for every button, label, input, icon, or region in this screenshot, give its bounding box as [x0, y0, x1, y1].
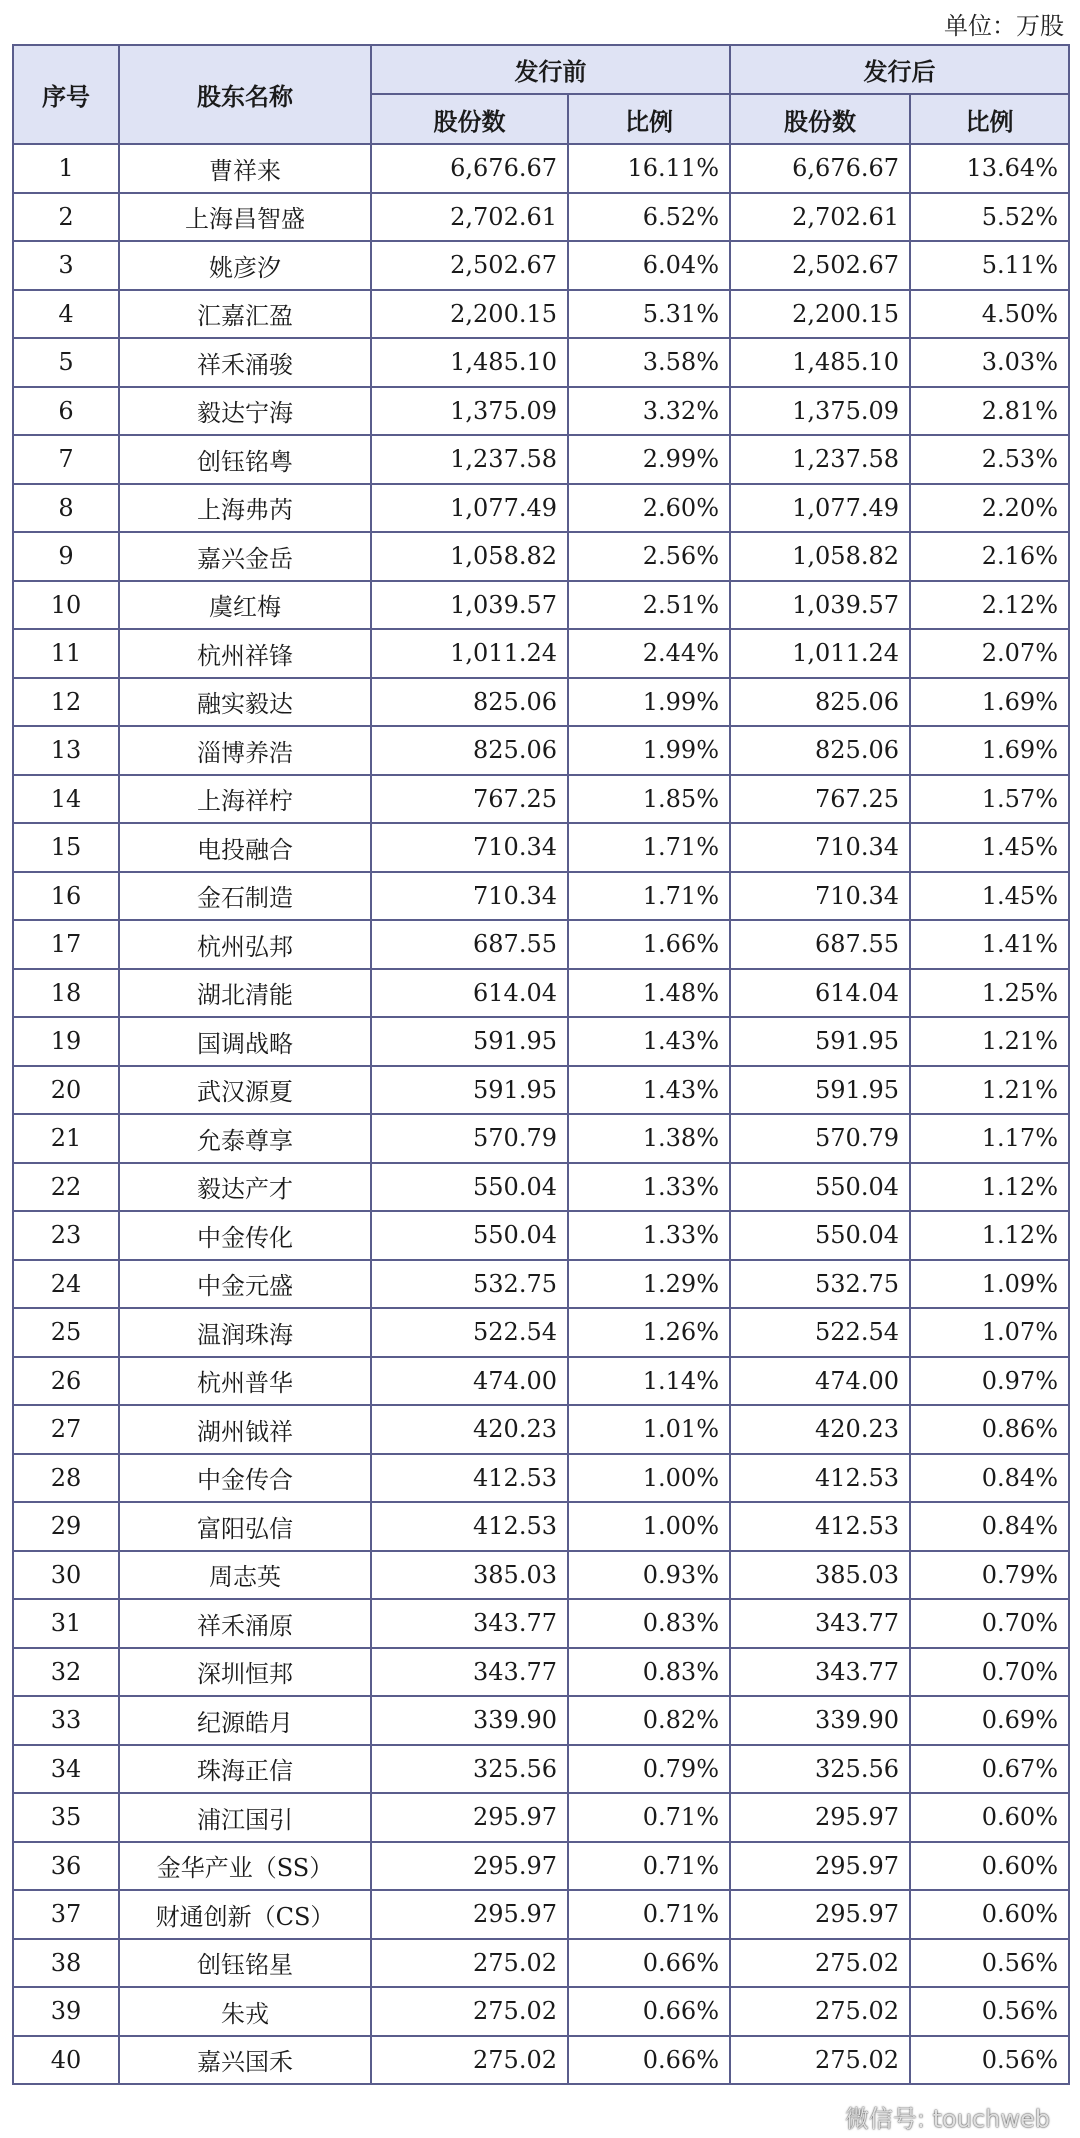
cell-before-ratio: 16.11% — [568, 144, 730, 193]
cell-after-shares: 522.54 — [730, 1308, 910, 1357]
cell-shareholder-name: 毅达产才 — [119, 1163, 371, 1212]
cell-after-shares: 339.90 — [730, 1696, 910, 1745]
cell-before-shares: 591.95 — [371, 1066, 568, 1115]
table-row — [13, 1890, 1069, 1939]
cell-before-ratio: 1.99% — [568, 678, 730, 727]
table-row — [13, 1842, 1069, 1891]
cell-before-ratio: 1.01% — [568, 1405, 730, 1454]
cell-after-ratio: 0.70% — [910, 1599, 1069, 1648]
header-before-issue: 发行前 — [371, 45, 730, 94]
cell-before-shares: 1,039.57 — [371, 581, 568, 630]
cell-before-shares: 275.02 — [371, 1987, 568, 2036]
wechat-icon — [809, 2104, 839, 2130]
table-row — [13, 1163, 1069, 1212]
header-before-ratio: 比例 — [568, 94, 730, 144]
cell-before-shares: 385.03 — [371, 1551, 568, 1600]
cell-after-shares: 275.02 — [730, 1939, 910, 1988]
cell-before-shares: 343.77 — [371, 1648, 568, 1697]
cell-shareholder-name: 杭州普华 — [119, 1357, 371, 1406]
cell-after-ratio: 1.57% — [910, 775, 1069, 824]
cell-shareholder-name: 金石制造 — [119, 872, 371, 921]
cell-shareholder-name: 浦江国引 — [119, 1793, 371, 1842]
cell-after-ratio: 2.16% — [910, 532, 1069, 581]
cell-before-ratio: 1.00% — [568, 1502, 730, 1551]
table-row — [13, 1066, 1069, 1115]
cell-before-ratio: 3.32% — [568, 387, 730, 436]
cell-seq: 22 — [13, 1163, 119, 1212]
cell-shareholder-name: 湖北清能 — [119, 969, 371, 1018]
cell-seq: 34 — [13, 1745, 119, 1794]
header-name: 股东名称 — [119, 45, 371, 144]
table-row — [13, 872, 1069, 921]
table-row — [13, 1017, 1069, 1066]
cell-before-shares: 825.06 — [371, 678, 568, 727]
cell-after-shares: 343.77 — [730, 1599, 910, 1648]
cell-before-shares: 767.25 — [371, 775, 568, 824]
cell-after-ratio: 1.41% — [910, 920, 1069, 969]
header-after-issue: 发行后 — [730, 45, 1069, 94]
table-row — [13, 581, 1069, 630]
cell-shareholder-name: 温润珠海 — [119, 1308, 371, 1357]
cell-seq: 12 — [13, 678, 119, 727]
cell-after-shares: 710.34 — [730, 872, 910, 921]
table-row — [13, 1502, 1069, 1551]
cell-before-shares: 1,485.10 — [371, 338, 568, 387]
cell-after-shares: 687.55 — [730, 920, 910, 969]
cell-after-ratio: 0.67% — [910, 1745, 1069, 1794]
cell-after-shares: 412.53 — [730, 1502, 910, 1551]
table-row — [13, 532, 1069, 581]
cell-seq: 4 — [13, 290, 119, 339]
cell-before-shares: 1,077.49 — [371, 484, 568, 533]
cell-seq: 6 — [13, 387, 119, 436]
cell-after-shares: 1,039.57 — [730, 581, 910, 630]
cell-before-shares: 550.04 — [371, 1211, 568, 1260]
cell-after-shares: 825.06 — [730, 678, 910, 727]
cell-before-ratio: 2.51% — [568, 581, 730, 630]
watermark — [809, 2099, 1050, 2134]
cell-after-ratio: 0.69% — [910, 1696, 1069, 1745]
cell-after-ratio: 5.52% — [910, 193, 1069, 242]
table-row — [13, 1939, 1069, 1988]
cell-seq: 13 — [13, 726, 119, 775]
cell-shareholder-name: 祥禾涌骏 — [119, 338, 371, 387]
table-row — [13, 484, 1069, 533]
cell-shareholder-name: 杭州弘邦 — [119, 920, 371, 969]
cell-before-ratio: 0.83% — [568, 1599, 730, 1648]
cell-after-ratio: 0.70% — [910, 1648, 1069, 1697]
cell-shareholder-name: 电投融合 — [119, 823, 371, 872]
cell-seq: 37 — [13, 1890, 119, 1939]
cell-before-shares: 6,676.67 — [371, 144, 568, 193]
cell-seq: 5 — [13, 338, 119, 387]
table-header — [13, 45, 1069, 144]
cell-before-ratio: 1.14% — [568, 1357, 730, 1406]
cell-before-ratio: 1.00% — [568, 1454, 730, 1503]
cell-after-ratio: 2.07% — [910, 629, 1069, 678]
cell-seq: 15 — [13, 823, 119, 872]
table-row — [13, 1987, 1069, 2036]
cell-after-shares: 2,200.15 — [730, 290, 910, 339]
cell-seq: 3 — [13, 241, 119, 290]
cell-after-ratio: 3.03% — [910, 338, 1069, 387]
cell-shareholder-name: 淄博养浩 — [119, 726, 371, 775]
table-row — [13, 144, 1069, 193]
cell-shareholder-name: 朱戎 — [119, 1987, 371, 2036]
cell-seq: 30 — [13, 1551, 119, 1600]
table-row — [13, 1454, 1069, 1503]
cell-before-ratio: 0.71% — [568, 1890, 730, 1939]
cell-before-shares: 532.75 — [371, 1260, 568, 1309]
table-row — [13, 241, 1069, 290]
table-row — [13, 969, 1069, 1018]
cell-shareholder-name: 曹祥来 — [119, 144, 371, 193]
cell-shareholder-name: 财通创新（CS） — [119, 1890, 371, 1939]
cell-after-ratio: 13.64% — [910, 144, 1069, 193]
cell-seq: 21 — [13, 1114, 119, 1163]
cell-after-shares: 570.79 — [730, 1114, 910, 1163]
cell-seq: 38 — [13, 1939, 119, 1988]
cell-before-shares: 825.06 — [371, 726, 568, 775]
shareholder-table — [12, 44, 1070, 2085]
table-row — [13, 1260, 1069, 1309]
cell-after-shares: 532.75 — [730, 1260, 910, 1309]
cell-seq: 33 — [13, 1696, 119, 1745]
cell-after-shares: 1,077.49 — [730, 484, 910, 533]
cell-before-ratio: 0.82% — [568, 1696, 730, 1745]
cell-after-shares: 550.04 — [730, 1211, 910, 1260]
cell-after-shares: 591.95 — [730, 1017, 910, 1066]
table-row — [13, 435, 1069, 484]
cell-before-shares: 570.79 — [371, 1114, 568, 1163]
cell-seq: 40 — [13, 2036, 119, 2085]
cell-shareholder-name: 中金元盛 — [119, 1260, 371, 1309]
cell-seq: 9 — [13, 532, 119, 581]
cell-after-ratio: 1.17% — [910, 1114, 1069, 1163]
cell-after-ratio: 1.45% — [910, 872, 1069, 921]
cell-shareholder-name: 富阳弘信 — [119, 1502, 371, 1551]
cell-before-shares: 474.00 — [371, 1357, 568, 1406]
cell-shareholder-name: 纪源皓月 — [119, 1696, 371, 1745]
cell-before-shares: 687.55 — [371, 920, 568, 969]
table-row — [13, 2036, 1069, 2085]
cell-after-shares: 1,058.82 — [730, 532, 910, 581]
cell-seq: 2 — [13, 193, 119, 242]
cell-before-ratio: 0.79% — [568, 1745, 730, 1794]
cell-shareholder-name: 湖州钺祥 — [119, 1405, 371, 1454]
cell-seq: 39 — [13, 1987, 119, 2036]
cell-shareholder-name: 周志英 — [119, 1551, 371, 1600]
cell-before-shares: 275.02 — [371, 2036, 568, 2085]
cell-after-ratio: 1.21% — [910, 1066, 1069, 1115]
table-row — [13, 1696, 1069, 1745]
cell-seq: 31 — [13, 1599, 119, 1648]
table-row — [13, 1745, 1069, 1794]
cell-after-shares: 614.04 — [730, 969, 910, 1018]
cell-shareholder-name: 汇嘉汇盈 — [119, 290, 371, 339]
table-row — [13, 920, 1069, 969]
cell-before-ratio: 2.44% — [568, 629, 730, 678]
table-row — [13, 629, 1069, 678]
cell-after-ratio: 1.12% — [910, 1211, 1069, 1260]
cell-shareholder-name: 武汉源夏 — [119, 1066, 371, 1115]
cell-shareholder-name: 上海弗芮 — [119, 484, 371, 533]
cell-before-shares: 614.04 — [371, 969, 568, 1018]
cell-after-ratio: 1.09% — [910, 1260, 1069, 1309]
cell-before-ratio: 1.33% — [568, 1163, 730, 1212]
cell-before-ratio: 1.85% — [568, 775, 730, 824]
cell-before-shares: 295.97 — [371, 1793, 568, 1842]
cell-before-ratio: 1.71% — [568, 872, 730, 921]
table-row — [13, 726, 1069, 775]
table-row — [13, 290, 1069, 339]
cell-before-ratio: 1.43% — [568, 1066, 730, 1115]
table-row — [13, 338, 1069, 387]
cell-shareholder-name: 祥禾涌原 — [119, 1599, 371, 1648]
cell-after-ratio: 5.11% — [910, 241, 1069, 290]
cell-after-shares: 295.97 — [730, 1793, 910, 1842]
cell-before-ratio: 5.31% — [568, 290, 730, 339]
cell-after-shares: 295.97 — [730, 1842, 910, 1891]
cell-after-ratio: 0.84% — [910, 1502, 1069, 1551]
cell-before-shares: 1,011.24 — [371, 629, 568, 678]
cell-shareholder-name: 融实毅达 — [119, 678, 371, 727]
cell-shareholder-name: 杭州祥锋 — [119, 629, 371, 678]
cell-after-shares: 325.56 — [730, 1745, 910, 1794]
cell-shareholder-name: 珠海正信 — [119, 1745, 371, 1794]
cell-seq: 16 — [13, 872, 119, 921]
table-row — [13, 1599, 1069, 1648]
cell-shareholder-name: 嘉兴金岳 — [119, 532, 371, 581]
cell-before-ratio: 0.66% — [568, 2036, 730, 2085]
cell-seq: 10 — [13, 581, 119, 630]
cell-after-shares: 2,702.61 — [730, 193, 910, 242]
cell-seq: 26 — [13, 1357, 119, 1406]
cell-after-shares: 2,502.67 — [730, 241, 910, 290]
cell-before-shares: 1,237.58 — [371, 435, 568, 484]
cell-seq: 7 — [13, 435, 119, 484]
table-row — [13, 387, 1069, 436]
cell-after-ratio: 0.79% — [910, 1551, 1069, 1600]
cell-after-ratio: 1.12% — [910, 1163, 1069, 1212]
cell-seq: 36 — [13, 1842, 119, 1891]
cell-shareholder-name: 国调战略 — [119, 1017, 371, 1066]
cell-before-ratio: 1.48% — [568, 969, 730, 1018]
cell-shareholder-name: 虞红梅 — [119, 581, 371, 630]
cell-seq: 11 — [13, 629, 119, 678]
cell-before-ratio: 1.38% — [568, 1114, 730, 1163]
cell-after-shares: 825.06 — [730, 726, 910, 775]
cell-before-shares: 710.34 — [371, 823, 568, 872]
table-row — [13, 1793, 1069, 1842]
cell-seq: 19 — [13, 1017, 119, 1066]
cell-after-ratio: 0.97% — [910, 1357, 1069, 1406]
cell-before-shares: 2,200.15 — [371, 290, 568, 339]
cell-before-shares: 325.56 — [371, 1745, 568, 1794]
cell-shareholder-name: 创钰铭星 — [119, 1939, 371, 1988]
cell-before-shares: 343.77 — [371, 1599, 568, 1648]
header-before-shares: 股份数 — [371, 94, 568, 144]
table-row — [13, 1308, 1069, 1357]
cell-after-ratio: 2.81% — [910, 387, 1069, 436]
cell-after-ratio: 0.60% — [910, 1793, 1069, 1842]
cell-after-shares: 591.95 — [730, 1066, 910, 1115]
cell-shareholder-name: 金华产业（SS） — [119, 1842, 371, 1891]
cell-before-ratio: 1.29% — [568, 1260, 730, 1309]
table-row — [13, 1551, 1069, 1600]
cell-before-ratio: 1.26% — [568, 1308, 730, 1357]
cell-shareholder-name: 允泰尊享 — [119, 1114, 371, 1163]
table-row — [13, 775, 1069, 824]
cell-after-shares: 474.00 — [730, 1357, 910, 1406]
cell-seq: 25 — [13, 1308, 119, 1357]
cell-after-shares: 275.02 — [730, 2036, 910, 2085]
cell-before-ratio: 2.60% — [568, 484, 730, 533]
cell-after-ratio: 0.56% — [910, 1987, 1069, 2036]
cell-seq: 24 — [13, 1260, 119, 1309]
cell-shareholder-name: 上海昌智盛 — [119, 193, 371, 242]
cell-seq: 28 — [13, 1454, 119, 1503]
cell-after-shares: 295.97 — [730, 1890, 910, 1939]
cell-before-ratio: 0.71% — [568, 1842, 730, 1891]
cell-seq: 20 — [13, 1066, 119, 1115]
cell-before-shares: 275.02 — [371, 1939, 568, 1988]
cell-before-ratio: 2.99% — [568, 435, 730, 484]
cell-seq: 8 — [13, 484, 119, 533]
cell-before-shares: 550.04 — [371, 1163, 568, 1212]
unit-label: 单位：万股 — [944, 12, 1064, 40]
table-row — [13, 1405, 1069, 1454]
cell-after-ratio: 2.53% — [910, 435, 1069, 484]
cell-after-ratio: 1.69% — [910, 678, 1069, 727]
cell-after-shares: 275.02 — [730, 1987, 910, 2036]
table-row — [13, 1114, 1069, 1163]
cell-after-ratio: 1.45% — [910, 823, 1069, 872]
cell-before-shares: 1,058.82 — [371, 532, 568, 581]
cell-before-ratio: 1.33% — [568, 1211, 730, 1260]
cell-shareholder-name: 深圳恒邦 — [119, 1648, 371, 1697]
cell-after-shares: 385.03 — [730, 1551, 910, 1600]
table-row — [13, 678, 1069, 727]
cell-after-shares: 420.23 — [730, 1405, 910, 1454]
header-after-shares: 股份数 — [730, 94, 910, 144]
cell-after-ratio: 0.60% — [910, 1890, 1069, 1939]
cell-after-shares: 1,375.09 — [730, 387, 910, 436]
cell-before-ratio: 1.99% — [568, 726, 730, 775]
cell-before-shares: 591.95 — [371, 1017, 568, 1066]
table-body — [13, 144, 1069, 2084]
cell-after-ratio: 1.21% — [910, 1017, 1069, 1066]
cell-seq: 27 — [13, 1405, 119, 1454]
table-row — [13, 193, 1069, 242]
cell-after-ratio: 1.69% — [910, 726, 1069, 775]
cell-after-shares: 6,676.67 — [730, 144, 910, 193]
cell-before-shares: 1,375.09 — [371, 387, 568, 436]
cell-after-shares: 710.34 — [730, 823, 910, 872]
cell-after-ratio: 0.56% — [910, 2036, 1069, 2085]
cell-seq: 14 — [13, 775, 119, 824]
cell-before-shares: 412.53 — [371, 1502, 568, 1551]
cell-shareholder-name: 上海祥柠 — [119, 775, 371, 824]
cell-before-shares: 420.23 — [371, 1405, 568, 1454]
cell-before-ratio: 0.83% — [568, 1648, 730, 1697]
cell-seq: 17 — [13, 920, 119, 969]
cell-before-shares: 295.97 — [371, 1842, 568, 1891]
cell-before-shares: 522.54 — [371, 1308, 568, 1357]
cell-before-shares: 339.90 — [371, 1696, 568, 1745]
cell-after-ratio: 0.60% — [910, 1842, 1069, 1891]
cell-before-shares: 295.97 — [371, 1890, 568, 1939]
cell-seq: 18 — [13, 969, 119, 1018]
cell-seq: 1 — [13, 144, 119, 193]
cell-after-ratio: 2.12% — [910, 581, 1069, 630]
cell-before-ratio: 0.66% — [568, 1939, 730, 1988]
cell-after-ratio: 1.07% — [910, 1308, 1069, 1357]
cell-before-ratio: 1.66% — [568, 920, 730, 969]
cell-shareholder-name: 中金传化 — [119, 1211, 371, 1260]
header-after-ratio: 比例 — [910, 94, 1069, 144]
cell-before-ratio: 6.04% — [568, 241, 730, 290]
cell-after-shares: 1,237.58 — [730, 435, 910, 484]
cell-before-shares: 2,702.61 — [371, 193, 568, 242]
cell-before-ratio: 1.71% — [568, 823, 730, 872]
cell-shareholder-name: 创钰铭粤 — [119, 435, 371, 484]
watermark-text: 微信号: touchweb — [844, 2105, 1050, 2133]
cell-before-ratio: 6.52% — [568, 193, 730, 242]
cell-after-ratio: 0.84% — [910, 1454, 1069, 1503]
cell-before-ratio: 3.58% — [568, 338, 730, 387]
cell-before-shares: 412.53 — [371, 1454, 568, 1503]
cell-seq: 32 — [13, 1648, 119, 1697]
cell-after-ratio: 0.86% — [910, 1405, 1069, 1454]
cell-after-ratio: 2.20% — [910, 484, 1069, 533]
cell-before-shares: 2,502.67 — [371, 241, 568, 290]
cell-after-shares: 550.04 — [730, 1163, 910, 1212]
cell-after-shares: 1,485.10 — [730, 338, 910, 387]
table-row — [13, 823, 1069, 872]
cell-shareholder-name: 嘉兴国禾 — [119, 2036, 371, 2085]
header-seq: 序号 — [13, 45, 119, 144]
cell-after-ratio: 4.50% — [910, 290, 1069, 339]
cell-after-ratio: 1.25% — [910, 969, 1069, 1018]
cell-before-ratio: 0.71% — [568, 1793, 730, 1842]
table-row — [13, 1211, 1069, 1260]
cell-before-ratio: 0.93% — [568, 1551, 730, 1600]
cell-seq: 23 — [13, 1211, 119, 1260]
cell-shareholder-name: 姚彦汐 — [119, 241, 371, 290]
table-row — [13, 1357, 1069, 1406]
cell-after-shares: 343.77 — [730, 1648, 910, 1697]
cell-before-ratio: 0.66% — [568, 1987, 730, 2036]
cell-after-shares: 767.25 — [730, 775, 910, 824]
cell-seq: 35 — [13, 1793, 119, 1842]
cell-after-shares: 1,011.24 — [730, 629, 910, 678]
cell-after-ratio: 0.56% — [910, 1939, 1069, 1988]
cell-shareholder-name: 中金传合 — [119, 1454, 371, 1503]
table-row — [13, 1648, 1069, 1697]
cell-seq: 29 — [13, 1502, 119, 1551]
cell-before-ratio: 1.43% — [568, 1017, 730, 1066]
cell-after-shares: 412.53 — [730, 1454, 910, 1503]
cell-before-ratio: 2.56% — [568, 532, 730, 581]
cell-before-shares: 710.34 — [371, 872, 568, 921]
cell-shareholder-name: 毅达宁海 — [119, 387, 371, 436]
